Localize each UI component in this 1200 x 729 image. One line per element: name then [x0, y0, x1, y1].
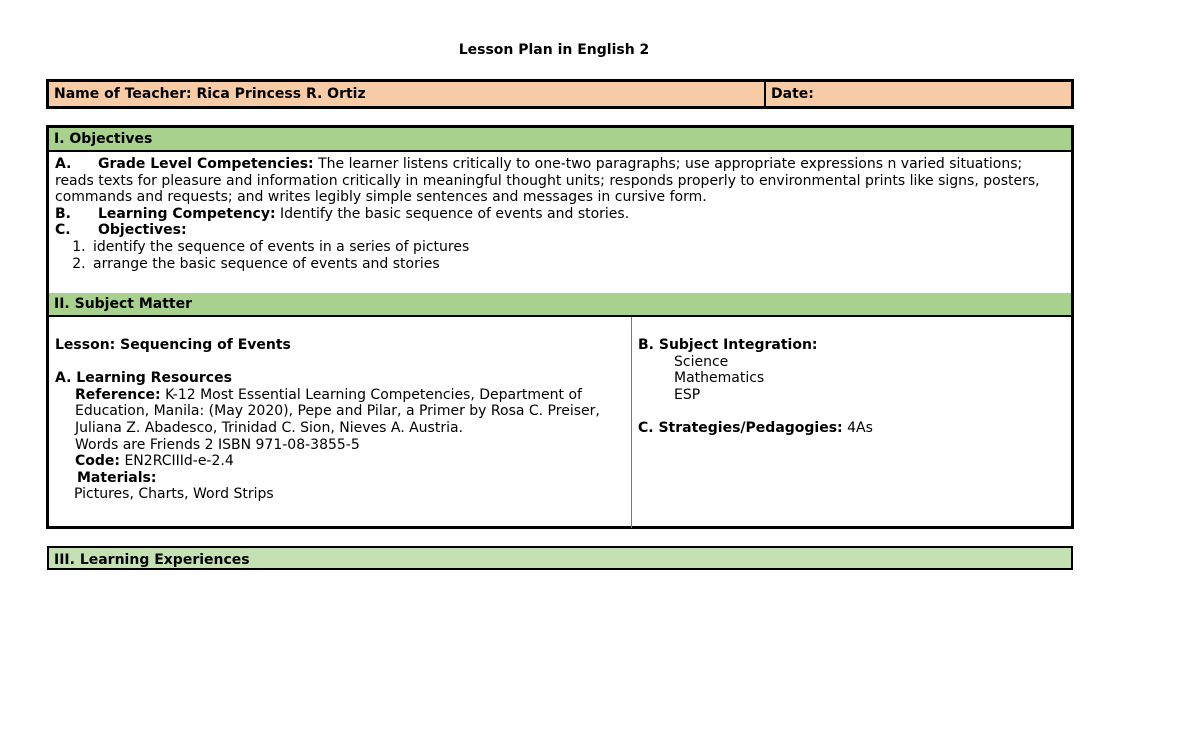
lesson-title: Lesson: Sequencing of Events: [55, 337, 291, 353]
strategies-text: 4As: [842, 419, 873, 436]
competency-c: [55, 222, 1065, 239]
subject-matter-body: [49, 317, 1071, 528]
resources-title: A. Learning Resources: [55, 370, 232, 387]
code: [55, 453, 625, 470]
teacher-name: Name of Teacher: Rica Princess R. Ortiz: [49, 82, 766, 106]
materials-text: Pictures, Charts, Word Strips: [74, 486, 274, 503]
document-title: Lesson Plan in English 2: [458, 42, 650, 58]
list-item: 1. identify the sequence of events in a series of pictures: [90, 239, 1065, 256]
code-label: Code:: [75, 453, 121, 470]
list-item: 2. arrange the basic sequence of events and stories: [90, 256, 1065, 273]
competency-b-text: Identify the basic sequence of events and stories.: [275, 205, 630, 222]
competency-b-title: Learning Competency:: [98, 205, 276, 222]
strategies-label: C. Strategies/Pedagogies:: [638, 419, 843, 436]
objectives-heading: I. Objectives: [49, 128, 1071, 152]
strategies: [638, 420, 1065, 437]
subject-right-column: [632, 317, 1071, 528]
objectives-list: [55, 239, 1065, 272]
competency-a-title: Grade Level Competencies:: [98, 156, 314, 172]
subject-matter-heading: II. Subject Matter: [49, 293, 1071, 317]
integration-title: B. Subject Integration:: [638, 337, 818, 353]
objectives-body: [49, 152, 1071, 272]
reference-extra: Words are Friends 2 ISBN 971-08-3855-5: [75, 436, 360, 453]
materials-label: Materials:: [77, 469, 157, 486]
learning-experiences-heading: III. Learning Experiences: [49, 548, 1071, 568]
competency-c-title: Objectives:: [98, 222, 187, 239]
competency-a-label: A.: [55, 156, 72, 172]
reference: [55, 387, 625, 437]
objectives-section: [46, 125, 1074, 297]
teacher-info-row: [46, 79, 1074, 109]
code-text: EN2RCIIId-e-2.4: [120, 453, 234, 470]
competency-b-label: B.: [55, 205, 71, 222]
competency-c-label: C.: [55, 222, 71, 239]
list-item: Science: [674, 353, 729, 370]
date-label: Date:: [771, 86, 814, 102]
materials-label-row: [55, 470, 625, 487]
reference-label: Reference:: [75, 386, 161, 403]
subject-matter-section: [46, 293, 1074, 529]
competency-b: [55, 206, 1065, 223]
competency-a-text: The learner listens critically to one-two paragraphs; use appropriate expressions n varied situations; reads texts for pleasure and information critically in meaningful thought units; responds properly to environmental prints like signs, posters, commands and requests; and writes legibly simple sentences and messages in cursive form.: [55, 156, 1040, 206]
competency-a: [55, 156, 1065, 206]
list-item: Mathematics: [674, 370, 765, 387]
reference-text: K-12 Most Essential Learning Competencies, Department of Education, Manila: (May 2020), Pepe and Pilar, a Primer by Rosa C. Preiser, Juliana Z. Abadesco, Trinidad C. Sion, Nieves A. Austria.: [75, 386, 600, 436]
list-item: ESP: [674, 386, 701, 403]
subject-left-column: [49, 317, 632, 528]
learning-experiences-section: [47, 546, 1073, 570]
